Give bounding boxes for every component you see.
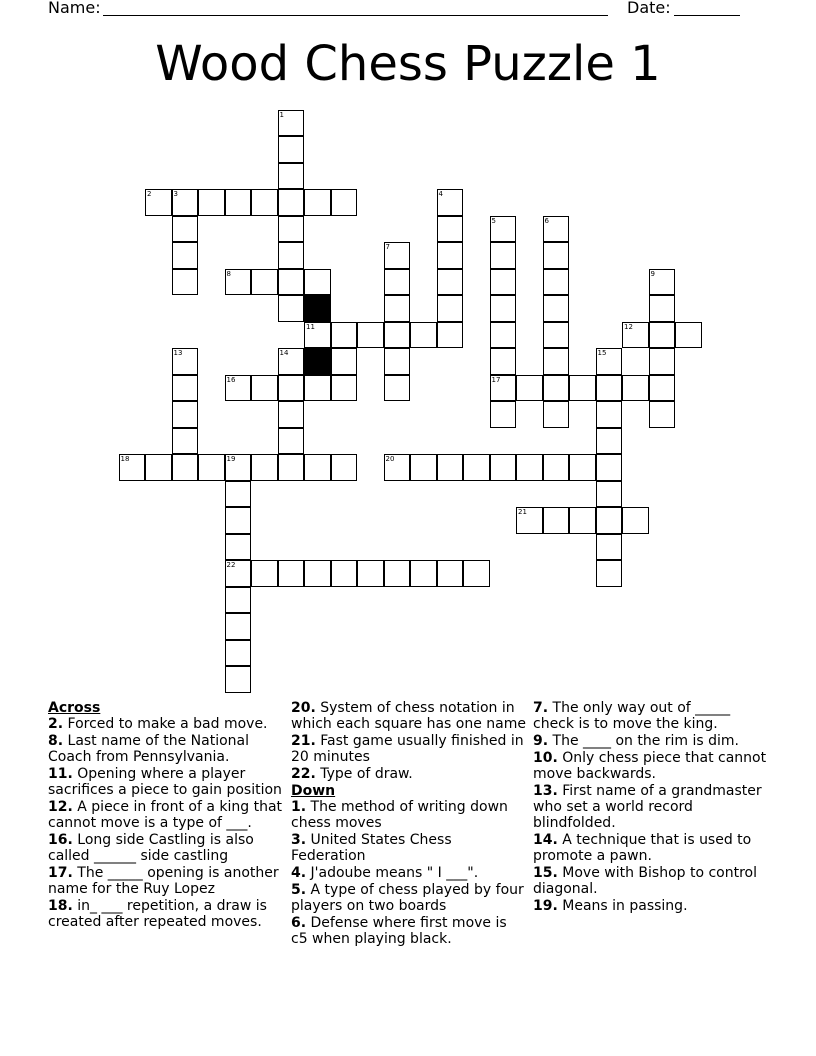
grid-cell[interactable] <box>225 507 252 534</box>
clue-num: 11. <box>48 766 73 782</box>
grid-cell[interactable] <box>145 454 172 481</box>
grid-cell[interactable] <box>596 481 623 508</box>
clue-num: 10. <box>533 750 558 766</box>
grid-cell[interactable] <box>490 269 517 296</box>
grid-cell[interactable] <box>384 269 411 296</box>
grid-cell[interactable] <box>437 322 464 349</box>
grid-cell[interactable] <box>278 216 305 243</box>
clue-num: 1. <box>291 799 307 815</box>
clue <box>291 832 526 864</box>
clue-text: Last name of the National Coach from Pennsylvania. <box>48 733 249 765</box>
grid-cell[interactable] <box>331 322 358 349</box>
grid-cell[interactable] <box>172 401 199 428</box>
grid-block <box>304 348 331 375</box>
grid-cell[interactable] <box>225 189 252 216</box>
clue-text: Defense where first move is c5 when playing black. <box>291 915 507 947</box>
grid-cell[interactable] <box>596 454 623 481</box>
clue-number: 7 <box>385 243 390 251</box>
grid-cell[interactable] <box>278 242 305 269</box>
clue <box>291 865 526 881</box>
grid-cell[interactable] <box>543 269 570 296</box>
clue-number: 6 <box>544 216 549 225</box>
grid-cell[interactable] <box>622 322 649 349</box>
clue-text: A type of chess played by four players on two boards <box>291 882 524 914</box>
clue-text: Fast game usually finished in 20 minutes <box>291 733 524 765</box>
clue <box>48 766 283 798</box>
clues-column-2 <box>291 700 526 948</box>
grid-cell[interactable] <box>331 375 358 402</box>
clue-num: 18. <box>48 898 73 914</box>
clue-number: 12 <box>624 322 633 331</box>
grid-cell[interactable] <box>410 454 437 481</box>
clue-text: Long side Castling is also called ______ side castling <box>48 832 254 864</box>
clue-number: 21 <box>518 508 527 516</box>
clue-num: 3. <box>291 832 307 848</box>
grid-cell[interactable] <box>331 189 358 216</box>
clue <box>533 898 768 914</box>
grid-cell[interactable] <box>225 587 252 614</box>
grid-cell[interactable] <box>490 375 517 402</box>
date-field[interactable] <box>674 15 740 16</box>
clue <box>48 898 283 930</box>
grid-cell[interactable] <box>172 375 199 402</box>
grid-cell[interactable] <box>649 348 676 375</box>
grid-cell[interactable] <box>119 454 146 481</box>
grid-cell[interactable] <box>437 295 464 322</box>
clue-number: 9 <box>650 269 655 278</box>
grid-cell[interactable] <box>331 348 358 375</box>
grid-cell[interactable] <box>225 560 252 587</box>
grid-cell[interactable] <box>596 428 623 455</box>
grid-cell[interactable] <box>225 454 252 481</box>
clue-text: United States Chess Federation <box>291 832 452 864</box>
name-label: Name: <box>48 0 101 17</box>
grid-cell[interactable] <box>490 454 517 481</box>
grid-cell[interactable] <box>463 560 490 587</box>
grid-cell[interactable] <box>490 348 517 375</box>
clue-num: 6. <box>291 915 307 931</box>
grid-cell[interactable] <box>357 560 384 587</box>
grid-cell[interactable] <box>384 348 411 375</box>
grid-cell[interactable] <box>251 375 278 402</box>
grid-cell[interactable] <box>304 189 331 216</box>
clue <box>291 915 526 947</box>
grid-cell[interactable] <box>437 216 464 243</box>
grid-cell[interactable] <box>304 560 331 587</box>
clue-text: Type of draw. <box>315 766 413 782</box>
grid-cell[interactable] <box>251 269 278 296</box>
date-label: Date: <box>627 0 671 17</box>
clue-number: 18 <box>120 455 130 463</box>
grid-cell[interactable] <box>278 295 305 322</box>
clue-num: 13. <box>533 783 558 799</box>
clue-number: 11 <box>306 322 315 331</box>
grid-cell[interactable] <box>384 295 411 322</box>
grid-cell[interactable] <box>437 560 464 587</box>
grid-cell[interactable] <box>172 189 199 216</box>
grid-cell[interactable] <box>304 454 331 481</box>
grid-cell[interactable] <box>384 322 411 349</box>
grid-cell[interactable] <box>516 375 543 402</box>
clue-number: 3 <box>173 190 178 198</box>
clue-text: The method of writing down chess moves <box>291 799 508 831</box>
clue <box>533 865 768 897</box>
clue-number: 19 <box>226 455 236 463</box>
grid-cell[interactable] <box>437 454 464 481</box>
clue-text: Only chess piece that cannot move backwards. <box>533 750 767 782</box>
clue-number: 13 <box>173 349 183 357</box>
clue-num: 21. <box>291 733 316 749</box>
grid-cell[interactable] <box>675 322 702 349</box>
clue-num: 4. <box>291 865 307 881</box>
clue-text: The _____ opening is another name for the Ruy Lopez <box>48 865 279 897</box>
clue <box>533 733 768 749</box>
grid-cell[interactable] <box>278 110 305 137</box>
grid-cell[interactable] <box>225 375 252 402</box>
clue-num: 5. <box>291 882 307 898</box>
clue-text: First name of a grandmaster who set a world record blindfolded. <box>533 783 762 831</box>
clue-text: Means in passing. <box>557 898 688 914</box>
grid-cell[interactable] <box>172 269 199 296</box>
down-clue-list <box>291 799 526 947</box>
grid-cell[interactable] <box>543 507 570 534</box>
clue-num: 15. <box>533 865 558 881</box>
grid-cell[interactable] <box>278 560 305 587</box>
grid-cell[interactable] <box>516 507 543 534</box>
clue-text: A technique that is used to promote a pawn. <box>533 832 752 864</box>
grid-cell[interactable] <box>384 242 411 269</box>
clue-text: The only way out of _____ check is to move the king. <box>533 700 731 732</box>
grid-cell[interactable] <box>384 454 411 481</box>
clue-num: 12. <box>48 799 73 815</box>
clue-number: 20 <box>385 455 395 463</box>
grid-cell[interactable] <box>649 269 676 296</box>
header <box>48 0 768 20</box>
grid-cell[interactable] <box>304 375 331 402</box>
name-field[interactable] <box>103 15 608 16</box>
grid-cell[interactable] <box>490 295 517 322</box>
clue <box>291 799 526 831</box>
grid-cell[interactable] <box>490 242 517 269</box>
grid-cell[interactable] <box>437 269 464 296</box>
grid-cell[interactable] <box>278 348 305 375</box>
grid-cell[interactable] <box>543 242 570 269</box>
grid-cell[interactable] <box>251 560 278 587</box>
clue <box>48 865 283 897</box>
grid-cell[interactable] <box>543 322 570 349</box>
grid-cell[interactable] <box>304 322 331 349</box>
grid-cell[interactable] <box>596 401 623 428</box>
grid-cell[interactable] <box>490 322 517 349</box>
grid-cell[interactable] <box>596 348 623 375</box>
grid-cell[interactable] <box>172 428 199 455</box>
grid-cell[interactable] <box>278 269 305 296</box>
clue-text: A piece in front of a king that cannot move is a type of ___. <box>48 799 283 831</box>
across-heading: Across <box>48 700 101 716</box>
clue-num: 16. <box>48 832 73 848</box>
grid-cell[interactable] <box>622 507 649 534</box>
clue-text: System of chess notation in which each square has one name <box>291 700 526 732</box>
clue-num: 17. <box>48 865 73 881</box>
grid-cell[interactable] <box>251 454 278 481</box>
grid-cell[interactable] <box>278 163 305 190</box>
grid-cell[interactable] <box>278 454 305 481</box>
grid-cell[interactable] <box>225 666 252 693</box>
grid-cell[interactable] <box>278 401 305 428</box>
grid-cell[interactable] <box>649 322 676 349</box>
grid-cell[interactable] <box>622 375 649 402</box>
clue-num: 14. <box>533 832 558 848</box>
clue-text: in_ ___ repetition, a draw is created after repeated moves. <box>48 898 267 930</box>
clue <box>533 783 768 831</box>
clue-text: Opening where a player sacrifices a piece to gain position <box>48 766 282 798</box>
clue <box>533 832 768 864</box>
grid-cell[interactable] <box>543 375 570 402</box>
grid-cell[interactable] <box>437 242 464 269</box>
clue-text: Move with Bishop to control diagonal. <box>533 865 758 897</box>
grid-cell[interactable] <box>225 269 252 296</box>
grid-cell[interactable] <box>172 216 199 243</box>
clue <box>291 700 526 732</box>
grid-cell[interactable] <box>596 560 623 587</box>
grid-cell[interactable] <box>569 375 596 402</box>
clue-num: 19. <box>533 898 558 914</box>
grid-cell[interactable] <box>172 454 199 481</box>
grid-cell[interactable] <box>569 507 596 534</box>
clue <box>48 799 283 831</box>
across-clue-list-continued <box>291 700 526 782</box>
grid-cell[interactable] <box>596 375 623 402</box>
grid-cell[interactable] <box>251 189 278 216</box>
down-heading: Down <box>291 783 336 799</box>
clue-text: The ____ on the rim is dim. <box>548 733 739 749</box>
grid-cell[interactable] <box>304 269 331 296</box>
clue-text: J'adoube means " I ___". <box>306 865 479 881</box>
clue-number: 5 <box>491 216 496 225</box>
grid-cell[interactable] <box>384 560 411 587</box>
grid-cell[interactable] <box>490 216 517 243</box>
grid-cell[interactable] <box>543 295 570 322</box>
clue-num: 9. <box>533 733 549 749</box>
grid-cell[interactable] <box>225 613 252 640</box>
clue-number: 15 <box>597 349 607 357</box>
grid-cell[interactable] <box>278 136 305 163</box>
clue-number: 4 <box>438 190 443 198</box>
clue <box>48 716 283 732</box>
grid-cell[interactable] <box>543 454 570 481</box>
grid-cell[interactable] <box>357 322 384 349</box>
grid-cell[interactable] <box>172 242 199 269</box>
clue <box>533 750 768 782</box>
grid-cell[interactable] <box>172 348 199 375</box>
grid-block <box>304 295 331 322</box>
grid-cell[interactable] <box>225 481 252 508</box>
grid-cell[interactable] <box>490 401 517 428</box>
grid-cell[interactable] <box>278 375 305 402</box>
clue-num: 22. <box>291 766 316 782</box>
grid-cell[interactable] <box>569 454 596 481</box>
clue-number: 1 <box>279 110 284 119</box>
grid-cell[interactable] <box>198 189 225 216</box>
grid-cell[interactable] <box>596 534 623 561</box>
grid-cell[interactable] <box>543 401 570 428</box>
grid-cell[interactable] <box>463 454 490 481</box>
clue <box>291 882 526 914</box>
grid-cell[interactable] <box>145 189 172 216</box>
clue <box>291 766 526 782</box>
clue-number: 14 <box>279 349 289 357</box>
clue <box>533 700 768 732</box>
clue-number: 2 <box>147 190 152 198</box>
grid-cell[interactable] <box>410 322 437 349</box>
clue <box>291 733 526 765</box>
clue-number: 22 <box>226 561 236 569</box>
clue-number: 8 <box>226 269 231 278</box>
clue <box>48 733 283 765</box>
grid-cell[interactable] <box>649 375 676 402</box>
grid-cell[interactable] <box>437 189 464 216</box>
grid-cell[interactable] <box>384 375 411 402</box>
grid-cell[interactable] <box>543 348 570 375</box>
grid-cell[interactable] <box>516 454 543 481</box>
grid-cell[interactable] <box>331 454 358 481</box>
grid-cell[interactable] <box>225 640 252 667</box>
clue-number: 16 <box>226 375 236 384</box>
grid-cell[interactable] <box>198 454 225 481</box>
clue-num: 20. <box>291 700 316 716</box>
grid-cell[interactable] <box>649 295 676 322</box>
across-clue-list <box>48 716 283 930</box>
down-clue-list-continued <box>533 700 768 914</box>
grid-cell[interactable] <box>225 534 252 561</box>
grid-cell[interactable] <box>596 507 623 534</box>
clue-number: 17 <box>491 375 501 384</box>
clue-num: 7. <box>533 700 549 716</box>
grid-cell[interactable] <box>331 560 358 587</box>
clue-num: 8. <box>48 733 64 749</box>
grid-cell[interactable] <box>543 216 570 243</box>
grid-cell[interactable] <box>278 189 305 216</box>
grid-cell[interactable] <box>278 428 305 455</box>
clues-column-3 <box>533 700 768 915</box>
clue-text: Forced to make a bad move. <box>63 716 268 732</box>
grid-cell[interactable] <box>649 401 676 428</box>
grid-cell[interactable] <box>410 560 437 587</box>
clue-num: 2. <box>48 716 64 732</box>
clue <box>48 832 283 864</box>
clues-column-1 <box>48 700 283 931</box>
page-title: Wood Chess Puzzle 1 <box>155 36 661 92</box>
